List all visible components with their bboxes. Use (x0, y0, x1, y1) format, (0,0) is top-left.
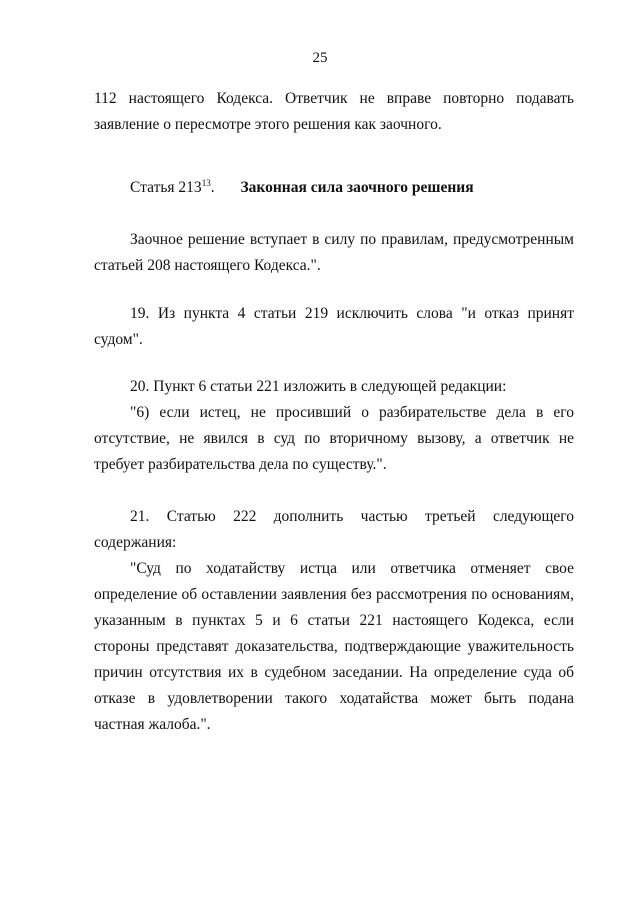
text-line: 20. Пункт 6 статьи 221 изложить в следующей редакции: (130, 378, 507, 395)
text-line: указанным в пунктах 5 и 6 статьи 221 настоящего Кодекса, если (94, 612, 574, 629)
text-line: 21. Статью 222 дополнить частью третьей следующего (130, 508, 574, 525)
text-line: частная жалоба.". (94, 716, 211, 733)
text-line: статьей 208 настоящего Кодекса.". (94, 257, 321, 274)
text-line: судом". (94, 331, 143, 348)
text-line: причин отсутствия их в судебном заседании. На определение суда об (94, 664, 574, 681)
article-number: Статья 213 (130, 179, 202, 196)
text-line: 19. Из пункта 4 статьи 219 исключить слова "и отказ принят (130, 305, 574, 322)
text-line: 112 настоящего Кодекса. Ответчик не вправе повторно подавать (94, 90, 574, 107)
item-19 (94, 301, 574, 353)
text-line: "Суд по ходатайству истца или ответчика отменяет свое (130, 560, 574, 577)
paragraph-intro (94, 86, 574, 138)
text-line: "6) если истец, не просивший о разбирательстве дела в его (130, 404, 574, 421)
article-number-dot: . (210, 179, 215, 196)
text-line: Заочное решение вступает в силу по правилам, предусмотренным (130, 231, 574, 248)
page-number: 25 (312, 50, 328, 66)
article-title: Законная сила заочного решения (240, 179, 474, 196)
text-line: требует разбирательства дела по существу.". (94, 456, 387, 473)
paragraph-article-text (94, 227, 574, 279)
text-line: содержания: (94, 534, 177, 551)
item-20 (94, 374, 574, 478)
text-line: стороны представят доказательства, подтверждающие уважительность (94, 638, 574, 655)
text-line: заявление о пересмотре этого решения как заочного. (94, 116, 442, 133)
item-21 (94, 504, 574, 738)
text-line: отсутствие, не явился в суд по вторичному вызову, а ответчик не (94, 430, 574, 447)
article-heading (130, 175, 474, 201)
article-number-superscript: 13 (201, 177, 211, 188)
text-line: отказе в удовлетворении такого ходатайства может быть подана (94, 690, 574, 707)
text-line: определение об оставлении заявления без рассмотрения по основаниям, (94, 586, 574, 603)
